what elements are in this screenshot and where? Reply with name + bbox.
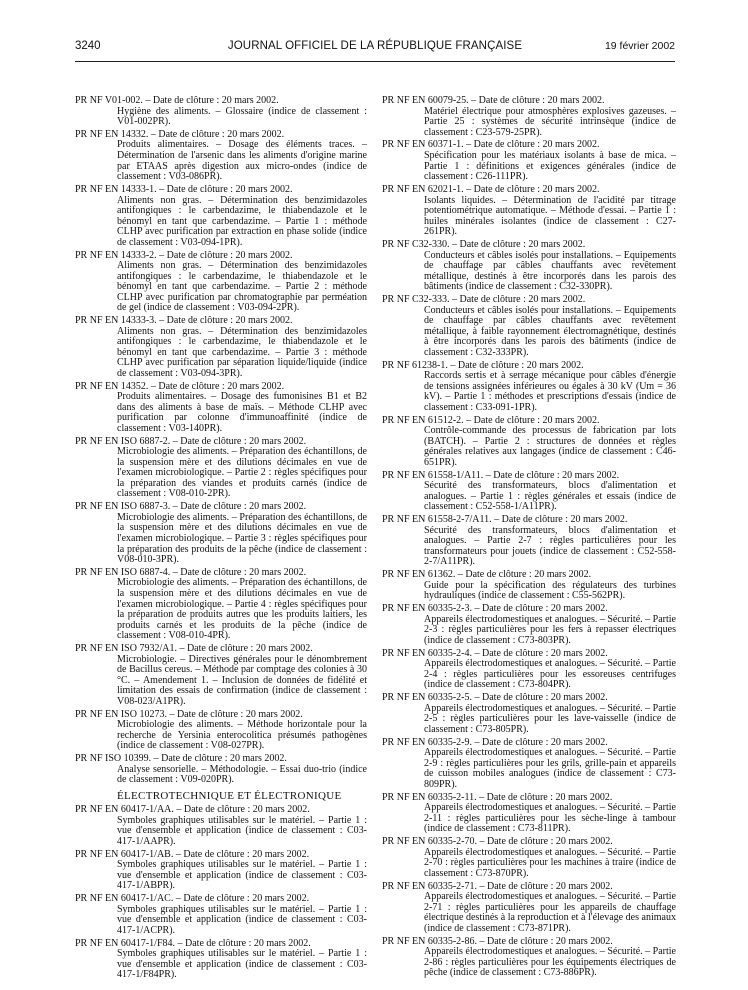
entry-reference: PR NF EN 60335-2-11. – Date de clôture : 20 mars 2002. xyxy=(382,791,613,803)
standard-entry xyxy=(382,471,676,513)
right-column xyxy=(382,96,676,981)
standard-entry xyxy=(75,502,367,565)
entry-description: Appareils électrodomestiques et analogues. – Sécurité. – Partie 2-71 : règles particulières pour les appareils de chauffage électrique destinés à la reproduction et à l'élevage des animaux (indice de classement : C73-871PR). xyxy=(424,891,676,934)
entry-reference: PR NF C32-330. – Date de clôture : 20 mars 2002. xyxy=(382,239,586,250)
standard-entry xyxy=(382,295,676,358)
standard-entry xyxy=(382,937,676,979)
entry-description: Appareils électrodomestiques et analogues. – Sécurité. – Partie 2-9 : règles particulières pour les grils, grille-pain et appareils de cuisson mobiles analogues (indice de classement : C73-809PR). xyxy=(424,747,676,790)
entry-reference: PR NF EN 60079-25. – Date de clôture : 20 mars 2002. xyxy=(382,95,605,106)
entry-reference: PR NF ISO 10399. – Date de clôture : 20 mars 2002. xyxy=(75,753,287,765)
standard-entry xyxy=(75,850,367,892)
entry-reference: PR NF 61238-1. – Date de clôture : 20 mars 2002. xyxy=(382,359,584,371)
entry-description: Conducteurs et câbles isolés pour installations. – Equipements de chauffage par câbles chauffants avec revêtement métallique, destinés à être incorporés dans les parois des bâtiments (indice de classement : C32-330PR). xyxy=(424,249,676,293)
standard-entry xyxy=(382,361,676,414)
entry-reference: PR NF EN 61512-2. – Date de clôture : 20 mars 2002. xyxy=(382,414,600,426)
entry-reference: PR NF EN ISO 6887-3. – Date de clôture : 20 mars 2002. xyxy=(75,501,307,513)
standard-entry xyxy=(75,96,367,128)
standard-entry xyxy=(75,382,367,435)
entry-reference: PR NF EN 60417-1/AC. – Date de clôture : 20 mars 2002. xyxy=(75,893,310,905)
entry-reference: PR NF EN 60335-2-86. – Date de clôture : 20 mars 2002. xyxy=(382,935,613,947)
entry-reference: PR NF EN 60371-1. – Date de clôture : 20 mars 2002. xyxy=(382,139,600,151)
standard-entry xyxy=(382,96,676,138)
standard-entry xyxy=(75,437,367,500)
standard-entry xyxy=(382,693,676,735)
entry-description: Aliments non gras. – Détermination des benzimidazoles antifongiques : le carbendazime, le thiabendazole et le bénomyl en tant que carbendazime. – Partie 3 : méthode CLHP avec purification par séparation liquide/liquide (indice de classement : V03-094-3PR). xyxy=(117,325,367,379)
entry-description: Hygiène des aliments. – Glossaire (indice de classement : V01-002PR). xyxy=(117,105,367,128)
entry-description: Produits alimentaires. – Dosage des éléments traces. – Détermination de l'arsenic dans les aliments d'origine marine par ETAAS après digestion aux micro-ondes (indice de classement : V03-086PR). xyxy=(117,139,367,183)
entry-reference: PR NF EN 60335-2-71. – Date de clôture : 20 mars 2002. xyxy=(382,880,613,892)
entry-description: Raccords sertis et à serrage mécanique pour câbles d'énergie de tensions assignées inférieures ou égales à 30 kV (Um = 36 kV). – Partie 1 : méthodes et prescriptions d'essais (indice de classement : C33-091-1PR). xyxy=(424,370,676,413)
standard-entry xyxy=(382,416,676,469)
left-column xyxy=(75,96,367,983)
entry-reference: PR NF EN 61558-2-7/A11. – Date de clôture : 20 mars 2002. xyxy=(382,514,628,526)
standard-entry xyxy=(382,185,676,238)
entry-reference: PR NF EN ISO 10273. – Date de clôture : 20 mars 2002. xyxy=(75,708,303,720)
entry-description: Appareils électrodomestiques et analogues. – Sécurité. – Partie 2-86 : règles particulières pour les équipements électriques de pêche (indice de classement : C73-886PR). xyxy=(424,946,676,979)
entry-description: Produits alimentaires. – Dosage des fumonisines B1 et B2 dans des aliments à base de maïs. – Méthode CLHP avec purification par colonne d'immunoaffinité (indice de classement : V03-140PR). xyxy=(117,391,367,434)
entry-reference: PR NF EN 14352. – Date de clôture : 20 mars 2002. xyxy=(75,380,285,392)
entry-description: Sécurité des transformateurs, blocs d'alimentation et analogues. – Partie 1 : règles générales et essais (indice de classement : C52-558-1/A11PR). xyxy=(424,480,676,513)
entry-description: Appareils électrodomestiques et analogues. – Sécurité. – Partie 2-4 : règles particulières pour les essoreuses centrifuges (indice de classement : C73-804PR). xyxy=(424,658,676,691)
entry-reference: PR NF EN 62021-1. – Date de clôture : 20 mars 2002. xyxy=(382,183,600,195)
standard-entry xyxy=(75,710,367,752)
entry-description: Guide pour la spécification des régulateurs des turbines hydrauliques (indice de classement : C55-562PR). xyxy=(424,579,676,602)
entry-reference: PR NF EN ISO 6887-4. – Date de clôture : 20 mars 2002. xyxy=(75,566,307,578)
entry-reference: PR NF EN 60417-1/AB. – Date de clôture : 20 mars 2002. xyxy=(75,848,310,860)
standard-entry xyxy=(382,882,676,935)
standard-entry xyxy=(382,793,676,835)
entry-reference: PR NF EN 60335-2-3. – Date de clôture : 20 mars 2002. xyxy=(382,603,608,615)
standard-entry xyxy=(75,644,367,707)
standard-entry xyxy=(75,130,367,183)
standard-entry xyxy=(75,316,367,379)
entry-reference: PR NF EN 60335-2-4. – Date de clôture : 20 mars 2002. xyxy=(382,647,608,659)
entry-description: Appareils électrodomestiques et analogues. – Sécurité. – Partie 2-11 : règles particulières pour les sèche-linge à tambour (indice de classement : C73-811PR). xyxy=(424,802,676,835)
entry-description: Aliments non gras. – Détermination des benzimidazoles antifongiques : le carbendazime, le thiabendazole et le bénomyl en tant que carbendazime. – Partie 2 : méthode CLHP avec purification par chromatographie par perméation de gel (indice de classement : V03-094-2PR). xyxy=(117,260,367,314)
standard-entry xyxy=(382,570,676,602)
entry-description: Appareils électrodomestiques et analogues. – Sécurité. – Partie 2-5 : règles particulières pour les lave-vaisselle (indice de classement : C73-805PR). xyxy=(424,702,676,735)
entry-reference: PR NF EN 14332. – Date de clôture : 20 mars 2002. xyxy=(75,128,285,140)
standard-entry xyxy=(75,251,367,314)
entry-description: Microbiologie des aliments. – Méthode horizontale pour la recherche de Yersinia enterocolitica présumés pathogènes (indice de classement : V08-027PR). xyxy=(117,719,367,752)
section-title: ÉLECTROTECHNIQUE ET ÉLECTRONIQUE xyxy=(117,789,342,802)
entry-description: Appareils électrodomestiques et analogues. – Sécurité. – Partie 2-70 : règles particulières pour les machines à traire (indice de classement : C73-870PR). xyxy=(424,846,676,879)
standard-entry xyxy=(75,805,367,847)
entry-description: Symboles graphiques utilisables sur le matériel. – Partie 1 : vue d'ensemble et application (indice de classement : C03-417-1/ABPR). xyxy=(117,859,367,892)
entry-reference: PR NF EN 61362. – Date de clôture : 20 mars 2002. xyxy=(382,569,592,581)
entry-description: Spécification pour les matériaux isolants à base de mica. – Partie 1 : définitions et exigences générales (indice de classement : C26-111PR). xyxy=(424,150,676,183)
entry-description: Contrôle-commande des processus de fabrication par lots (BATCH). – Partie 2 : structures de données et règles générales relatives aux langages (indice de classement : C46-651PR). xyxy=(424,425,676,468)
standard-entry xyxy=(382,140,676,182)
entry-description: Analyse sensorielle. – Méthodologie. – Essai duo-trio (indice de classement : V09-020PR). xyxy=(117,763,367,786)
journal-title: JOURNAL OFFICIEL DE LA RÉPUBLIQUE FRANÇAISE xyxy=(227,40,523,52)
entry-description: Appareils électrodomestiques et analogues. – Sécurité. – Partie 2-3 : règles particulières pour les fers à repasser électriques (indice de classement : C73-803PR). xyxy=(424,613,676,646)
entry-reference: PR NF EN 60335-2-70. – Date de clôture : 20 mars 2002. xyxy=(382,836,613,848)
entry-description: Symboles graphiques utilisables sur le matériel. – Partie 1 : vue d'ensemble et application (indice de classement : C03-417-1/F84PR). xyxy=(117,948,367,981)
standard-entry xyxy=(75,754,367,786)
entry-reference: PR NF EN 14333-1. – Date de clôture : 20 mars 2002. xyxy=(75,183,293,195)
entry-description: Sécurité des transformateurs, blocs d'alimentation et analogues. – Partie 2-7 : règles particulières pour les transformateurs pour jouets (indice de classement : C52-558-2-7/A11PR). xyxy=(424,524,676,568)
entry-reference: PR NF EN 60335-2-5. – Date de clôture : 20 mars 2002. xyxy=(382,692,608,704)
page-header xyxy=(75,40,675,60)
entry-reference: PR NF EN 14333-2. – Date de clôture : 20 mars 2002. xyxy=(75,249,293,261)
entry-description: Microbiologie des aliments. – Préparation des échantillons, de la suspension mère et des dilutions décimales en vue de l'examen microbiologique. – Partie 2 : règles spécifiques pour la préparation des viandes et produits carnés (indice de classement : V08-010-2PR). xyxy=(117,446,367,500)
entry-description: Isolants liquides. – Détermination de l'acidité par titrage potentiométrique automatique. – Méthode d'essai. – Partie 1 : huiles minérales isolantes (indice de classement : C27-261PR). xyxy=(424,194,676,238)
entry-description: Symboles graphiques utilisables sur le matériel. – Partie 1 : vue d'ensemble et application (indice de classement : C03-417-1/ACPR). xyxy=(117,903,367,936)
entry-description: Symboles graphiques utilisables sur le matériel. – Partie 1 : vue d'ensemble et application (indice de classement : C03-417-1/AAPR). xyxy=(117,814,367,847)
entry-reference: PR NF EN ISO 7932/A1. – Date de clôture : 20 mars 2002. xyxy=(75,643,313,655)
standard-entry xyxy=(382,738,676,791)
standard-entry xyxy=(75,939,367,981)
standard-entry xyxy=(382,649,676,691)
standard-entry xyxy=(75,894,367,936)
standard-entry xyxy=(382,240,676,293)
standard-entry xyxy=(382,837,676,879)
page-number: 3240 xyxy=(75,40,101,52)
entry-reference: PR NF EN 60417-1/F84. – Date de clôture : 20 mars 2002. xyxy=(75,937,311,949)
right-entries xyxy=(382,96,676,979)
entry-description: Conducteurs et câbles isolés pour installations. – Equipements de chauffage par câbles chauffants avec revêtement métallique, à faible rayonnement électromagnétique, destinés à être incorporés dans les parois des bâtiments (indice de classement : C32-333PR). xyxy=(424,304,676,358)
entry-reference: PR NF EN 14333-3. – Date de clôture : 20 mars 2002. xyxy=(75,315,293,327)
entry-reference: PR NF EN ISO 6887-2. – Date de clôture : 20 mars 2002. xyxy=(75,435,307,447)
entry-reference: PR NF C32-333. – Date de clôture : 20 mars 2002. xyxy=(382,294,586,306)
left-entries xyxy=(75,96,367,786)
entry-reference: PR NF EN 60335-2-9. – Date de clôture : 20 mars 2002. xyxy=(382,736,608,748)
standard-entry xyxy=(75,568,367,642)
entry-description: Microbiologie des aliments. – Préparation des échantillons, de la suspension mère et des dilutions décimales en vue de l'examen microbiologique. – Partie 4 : règles spécifiques pour la préparation de produits autres que les produits laitiers, les produits carnés et les produits de la pêche (indice de classement : V08-010-4PR). xyxy=(117,577,367,642)
entry-description: Matériel électrique pour atmosphères explosives gazeuses. – Partie 25 : systèmes de sécurité intrinsèque (indice de classement : C23-579-25PR). xyxy=(424,105,676,138)
entry-reference: PR NF EN 61558-1/A11. – Date de clôture : 20 mars 2002. xyxy=(382,469,620,481)
entry-description: Microbiologie des aliments. – Préparation des échantillons, de la suspension mère et des dilutions décimales en vue de l'examen microbiologique. – Partie 3 : règles spécifiques pour la préparation des produits de la pêche (indice de classement : V08-010-3PR). xyxy=(117,511,367,566)
entry-reference: PR NF V01-002. – Date de clôture : 20 mars 2002. xyxy=(75,95,279,106)
entry-reference: PR NF EN 60417-1/AA. – Date de clôture : 20 mars 2002. xyxy=(75,804,310,816)
left-entries-electro xyxy=(75,805,367,981)
standard-entry xyxy=(382,515,676,568)
header-rule xyxy=(75,61,675,62)
entry-description: Microbiologie. – Directives générales pour le dénombrement de Bacillus cereus. – Méthode par comptage des colonies à 30 °C. – Amendement 1. – Inclusion de données de fidélité et limitation des essais de confirmation (indice de classement : V08-023/A1PR). xyxy=(117,653,367,707)
publication-date: 19 février 2002 xyxy=(604,40,675,52)
entry-description: Aliments non gras. – Détermination des benzimidazoles antifongiques : le carbendazime, le thiabendazole et le bénomyl en tant que carbendazime. – Partie 1 : méthode CLHP avec purification par extraction en phase solide (indice de classement : V03-094-1PR). xyxy=(117,194,367,248)
standard-entry xyxy=(75,185,367,248)
standard-entry xyxy=(382,604,676,646)
